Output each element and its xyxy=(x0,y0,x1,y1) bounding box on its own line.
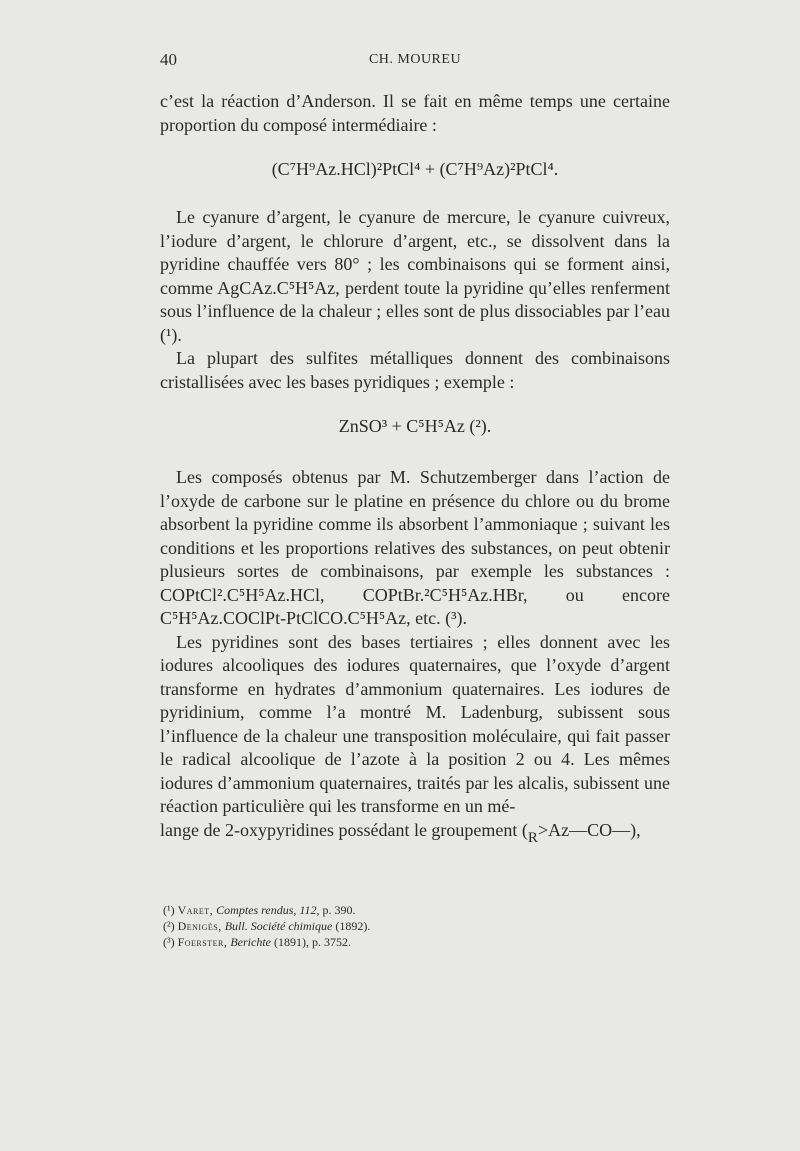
footnote-rest: (1891), p. 3752. xyxy=(273,935,351,949)
footnote-marker: (³) xyxy=(163,935,175,949)
footnote-1 xyxy=(163,902,663,918)
paragraph-pyridines-last-line xyxy=(160,819,670,851)
paragraph-sulfites: La plupart des sulfites métalliques donnent des combinaisons cristallisées avec les bases pyridiques ; exemple : xyxy=(160,348,670,392)
paragraph-anderson: c’est la réaction d’Anderson. Il se fait en même temps une certaine proportion du composé intermédiaire : xyxy=(160,91,670,135)
footnote-marker: (¹) xyxy=(163,903,175,917)
footnote-author: Varet, xyxy=(177,903,214,917)
formula-zinc-sulfite: ZnSO³ + C⁵H⁵Az (²). xyxy=(338,416,492,436)
footnote-title: Comptes rendus, 112, xyxy=(216,903,320,917)
footnote-title: Berichte xyxy=(230,935,271,949)
footnote-author: Denigès, xyxy=(177,919,222,933)
footnote-3 xyxy=(163,934,663,950)
paragraph-schutzemberger: Les composés obtenus par M. Schutzemberger dans l’action de l’oxyde de carbone sur le platine en présence du chlore ou du brome absorbent la pyridine comme ils absorbent l’ammoniaque ; suivant les conditions et les proportions relatives des substances, on peut obtenir plusieurs sortes de combinaisons, par exemple les substances : COPtCl².C⁵H⁵Az.HCl, COPtBr.²C⁵H⁵Az.HBr, ou encore C⁵H⁵Az.COClPt-PtClCO.C⁵H⁵Az, etc. (³). xyxy=(160,467,670,628)
paragraph-pyridines: Les pyridines sont des bases tertiaires ; elles donnent avec les iodures alcooliques des iodures quaternaires, que l’oxyde d’argent transforme en hydrates d’ammonium quaternaires. Les iodures de pyridinium, comme l’a montré M. Ladenburg, subissent sous l’influence de la chaleur une transposition moléculaire, qui fait passer le radical alcoolique de l’azote à la position 2 ou 4. Les mêmes iodures d’ammonium quaternaires, traités par les alcalis, subissent une réaction particulière qui les transforme en un mé- xyxy=(160,631,670,816)
footnote-author: Foerster, xyxy=(177,935,228,949)
footnote-marker: (²) xyxy=(163,919,175,933)
footnote-rest: p. 390. xyxy=(322,903,356,917)
footnotes xyxy=(163,902,663,950)
running-head: CH. MOUREU xyxy=(368,52,462,67)
group-formula-text: >Az—CO— xyxy=(537,819,631,840)
footnote-2 xyxy=(163,918,663,934)
page-body xyxy=(160,90,670,850)
footnote-rest: (1892). xyxy=(335,919,371,933)
page-number: 40 xyxy=(160,50,177,69)
formula-platinum-chloride: (C⁷H⁹Az.HCl)²PtCl⁴ + (C⁷H⁹Az)²PtCl⁴. xyxy=(271,159,559,179)
page-header xyxy=(160,50,670,72)
group-open-paren: ( xyxy=(521,819,528,840)
last-line-text: lange de 2-oxypyridines possédant le groupement xyxy=(160,819,518,840)
group-close-paren: ), xyxy=(630,819,641,840)
groupement-formula xyxy=(521,819,641,846)
group-r-label: R xyxy=(527,829,538,846)
footnote-title: Bull. Société chimique xyxy=(224,919,333,933)
paragraph-cyanides: Le cyanure d’argent, le cyanure de mercure, le cyanure cuivreux, l’iodure d’argent, le chlorure d’argent, etc., se dissolvent dans la pyridine chauffée vers 80° ; les combinaisons qui se forment ainsi, comme AgCAz.C⁵H⁵Az, perdent toute la pyridine qu’elles renferment sous l’influence de la chaleur ; elles sont de plus dissociables par l’eau (¹). xyxy=(160,207,670,345)
